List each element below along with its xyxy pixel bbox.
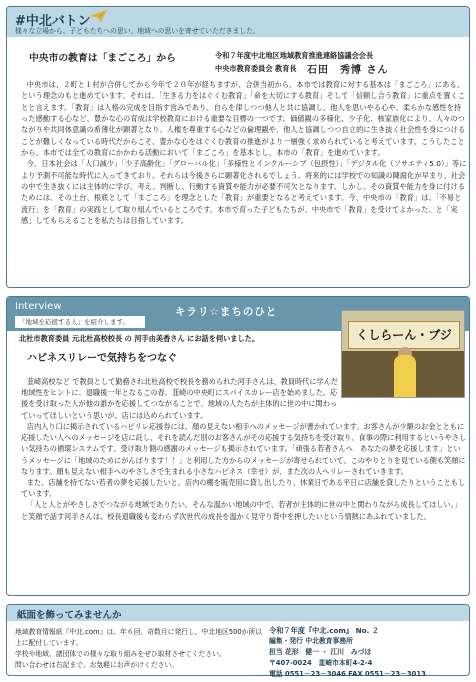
interview-body [21, 421, 467, 522]
publisher: 編集・発行 中北教育事務所 [269, 637, 353, 645]
author-organization: 令和７年度中北地区地域教育推進連絡協議会会長 [215, 51, 374, 60]
shop-sign [348, 321, 460, 349]
feature-title: キラリ☆まちのひと [175, 306, 278, 318]
shop-sign-text: くしらーん・ブジ [356, 328, 452, 342]
contribute-header [7, 605, 469, 621]
phone-fax: 電話 0551－23－3046 FAX 0551－23－3013 [269, 670, 426, 678]
interview-paragraph: 韮崎高校など で教員として勤務され北杜高校で校長を務められた河手さんは、教員時代に学んだ地域性をヒントに、退職後一年となるこの春、韮崎の中央町にスパイスカレー店を始めました。応援を受け取った人が他の誰かを応援してつながることで、地域の人たちが主体的に世の中に関わっていってほしいという思いが、店には込められています。 [21, 377, 339, 420]
contribute-body [15, 627, 265, 671]
article-paragraph: 中央市は、２町と１村が合併してから今年で２０年が経ちますが、合併当初から、本市では教育に対する基本は「まごころ」にある、という理念のもと進めています。それは、「生きる力をはぐくむ教育」「命を大切にする教育」そして「信頼し合う教育」に重点を置くことと言えます。「教育」は人格の完成を目指す営みであり、自らを律しつつ他人と共に協調し、他人を思いやる心や、柔らかな感性を持った感動する心など、豊かな心の育成は学校教育における重要な目標の一つです。価値観の多様化、少子化、核家族化により、人々のつながりや共同体意識の希薄化が顕著となり、人権を尊重する心などの倫理観や、他人と協調しつつ自立的に生き抜く社会性を身につけることが難しくなっている時代だからこそ、豊かな心をはぐくむ教育の推進がより一層強く求められていると考えています。こうしたことから、本市では全ての教育にかかわる活動において「まごころ」を基本とし、本市の「教育」を進めています。 [21, 80, 466, 158]
address: 〒407-0024 韮崎市本町4-2-4 [269, 659, 373, 667]
interview-body-narrow [21, 376, 339, 421]
contribute-section [6, 604, 470, 676]
article-body [21, 79, 467, 226]
contribute-line: 問い合わせは右記まで、お気軽にお声がけください。 [15, 661, 178, 669]
colophon [269, 625, 465, 680]
paper-plane-icon [89, 9, 107, 23]
interview-paragraph: 店内入り口に掲示されているハピリレ応援券には、顔の見えない相手へのメッセージが書かれています。お客さんが少額のお金とともに応援したい人へのメッセージを店に託し、それを読んだ別のお客さんがその応援する気持ちを受け取り、食事の際に利用するというやさしい気持ちの循環システムです。受け取り側の感謝のメッセージも掲示されています。「頑張る若者さんへ あなたの夢を応援します」というメッセージに「地域のためにがんばります！！」と利用した方からのメッセージが寄せられていて、このやりとりを見ている側も笑顔になります。顔も見えない相手へのやさしさで生まれる小さなハピネス（幸せ）が、また次の人へリレーされていきます。 [21, 422, 467, 476]
shop-photo [341, 310, 465, 398]
interview-section [6, 296, 470, 596]
contribute-title: 紙面を飾ってみませんか [17, 610, 122, 621]
interview-sublabel: 「地域を応援する人」を紹介します。 [15, 316, 145, 328]
interview-intro: 北杜市教育委員 元北杜高校校長 の 河手由美香さん にお話を伺いました。 [19, 334, 260, 343]
interview-heading: ハピネスリレーで気持ちをつなぐ [27, 353, 177, 364]
interview-label: Interview [15, 301, 62, 312]
article-paragraph: 今、日本社会は「人口減少」「少子高齢化」「グローバル化」「多様性とインクルーシブ（包摂性）」「デジタル化（ソサエティ5.0）」等により予測不可能な時代に入ってきており、それらは今後さらに顕著化されるでしょう。将来的には学校での知識の陳腐化が早まり、社会の中で生き抜くには主体的に学び、考え、判断し、行動する資質や能力が必要不可欠となります。しかし、その資質や能力を身に付けるためには、その土台、根底として「まごころ」を理念とした「教育」が重要となると考えています。今、中央市の「教育」は、「不易と流行」を「教育」の実践として取り組んでいるところです。本市で育った子どもたちが、中央市で「教育」を受けてよかった、と「実感」してもらえることを私たちは目指しています。 [21, 159, 467, 226]
author-name: 石田 秀博 さん [307, 65, 389, 76]
interview-paragraph: また、店舗を持てない若者の夢を応援したいと、店内の棚を販売用に貸し出したり、休業日である平日に店舗を貸したりということもしています。 [21, 478, 466, 499]
interview-paragraph: 「人と人とがやさしさでつながる地域でありたい。そんな温かい地域の中で、若者が主体的に世の中と関わりながら成長してほしい。」と笑顔で話す河手さんは、校長退職後も変わらず次世代の成長を温かく見守り背中を押したいという情熱にあふれていました。 [21, 500, 462, 521]
baton-section [6, 6, 470, 288]
author-role: 中央市教育委員会 教育長 [215, 64, 297, 73]
issue-label: 令和７年度『中北.com』 No. ２ [269, 626, 379, 635]
baton-title: #中北バトン [15, 14, 91, 29]
contribute-line: 学校や地域、諸団体での様々な取り組みをぜひ取材させてください。 [15, 650, 226, 658]
baton-subtitle: 様々な立場から、子どもたちへの思い、地域への思いを寄せていただきました。 [15, 27, 260, 35]
person-figure [394, 355, 416, 398]
baton-header [7, 7, 469, 37]
contribute-line: 地域教育情報紙『中北.com』は、年６回、奇数月に発行し、中北地区500か所以上に配付しています。 [15, 628, 263, 647]
article-title: 中央市の教育は「まごころ」から [29, 53, 176, 64]
staff: 担当 花形 健一 ・ 江川 みづほ [269, 648, 372, 656]
